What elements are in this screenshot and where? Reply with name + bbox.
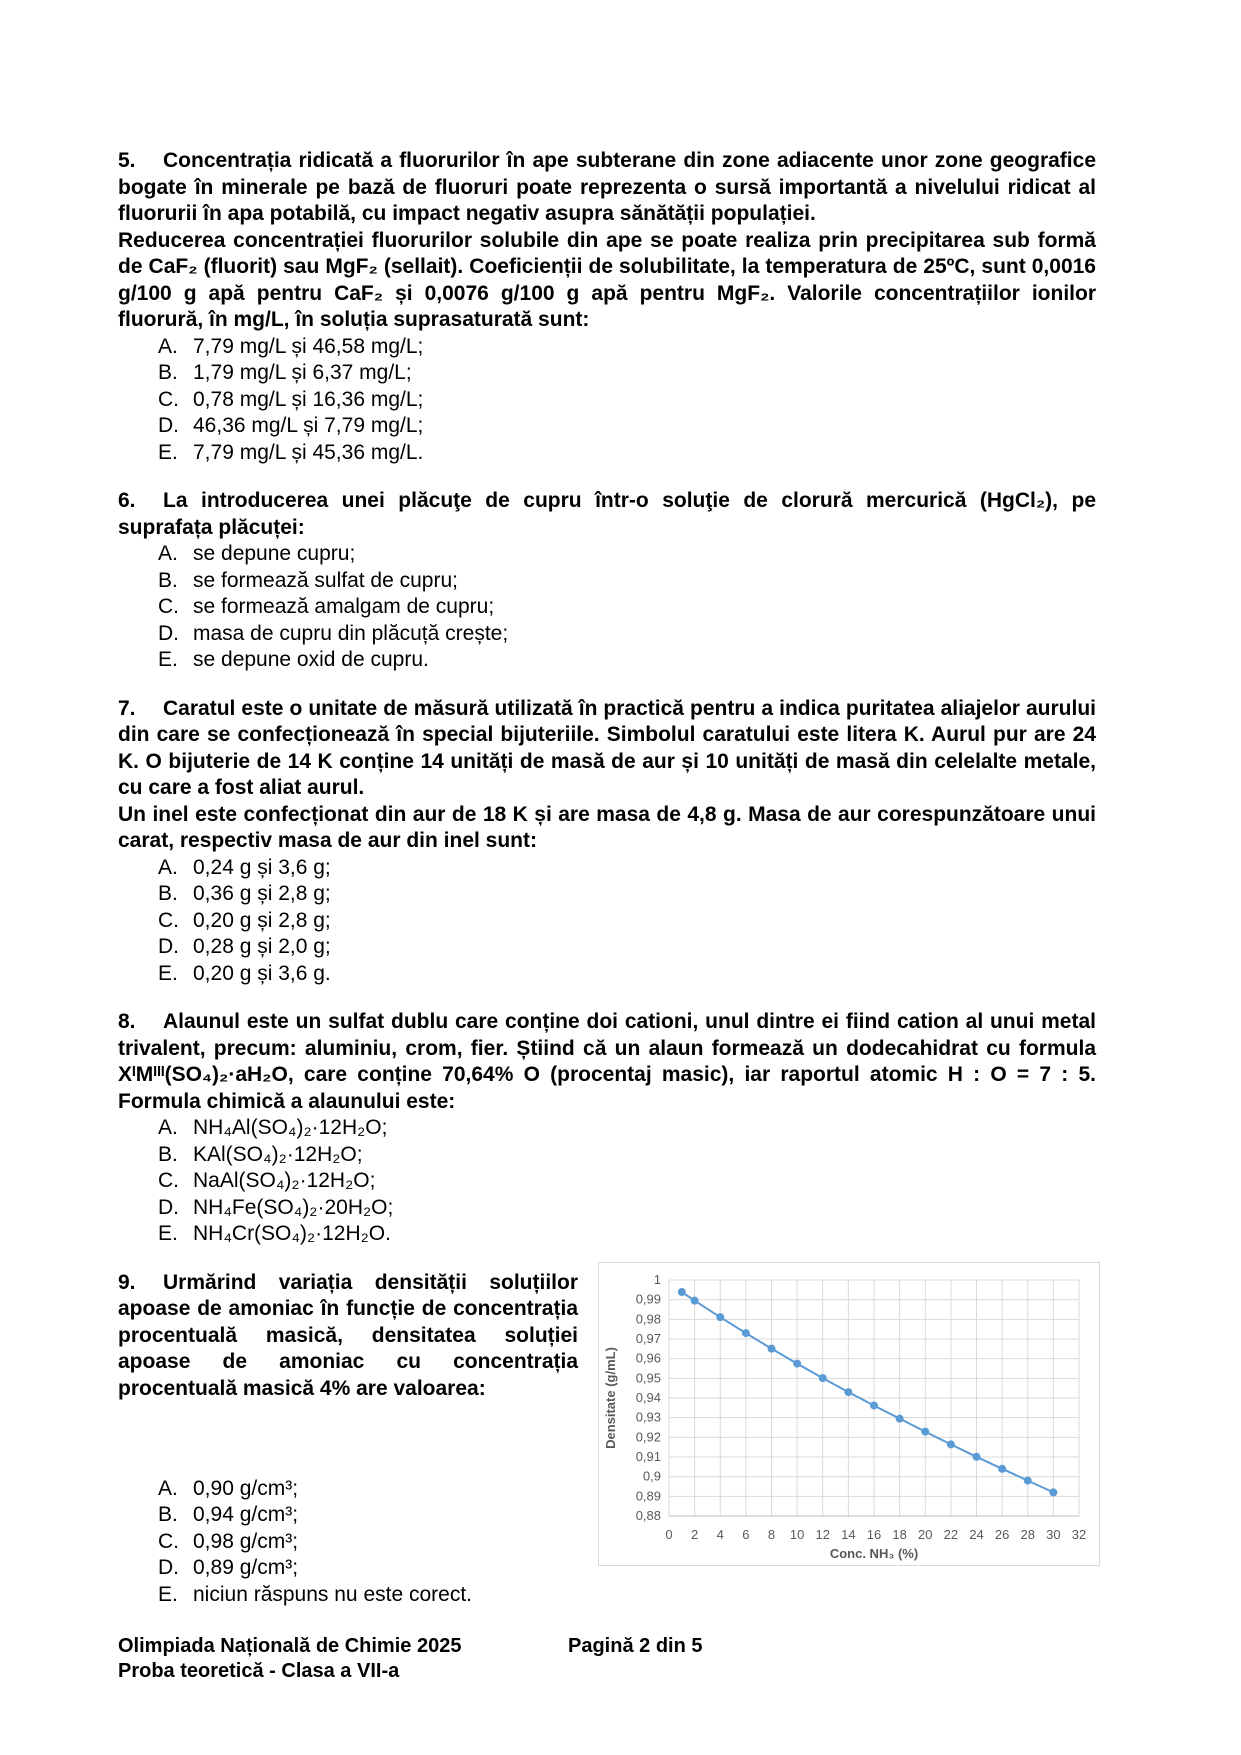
data-point	[1049, 1488, 1057, 1496]
data-point	[998, 1464, 1006, 1472]
option-b[interactable]: B. 1,79 mg/L și 6,37 mg/L;	[158, 361, 412, 384]
data-point	[691, 1296, 699, 1304]
data-point	[973, 1452, 981, 1460]
data-point	[844, 1388, 852, 1396]
option-d[interactable]: D. 0,89 g/cm³;	[158, 1556, 299, 1579]
density-series-line	[682, 1291, 1054, 1491]
y-tick-label: 0,88	[635, 1507, 661, 1523]
option-e[interactable]: E. 7,79 mg/L și 45,36 mg/L.	[158, 440, 424, 464]
answer-options	[118, 1476, 472, 1609]
option-c[interactable]: C. se formează amalgam de cupru;	[158, 595, 495, 618]
question-number: 6.	[118, 489, 136, 512]
y-tick-label: 0,98	[635, 1310, 661, 1326]
data-point	[1024, 1476, 1032, 1484]
x-tick-label: 4	[716, 1526, 724, 1542]
option-a[interactable]: A. 0,90 g/cm³;	[158, 1476, 299, 1500]
data-point	[793, 1359, 801, 1367]
line-chart-svg	[599, 1263, 1099, 1565]
option-b[interactable]: B. KAl(SO₄)₂·12H₂O;	[158, 1142, 363, 1166]
option-d[interactable]: D. NH₄Fe(SO₄)₂·20H₂O;	[158, 1195, 394, 1219]
x-tick-label: 8	[767, 1526, 776, 1542]
footer-title: Olimpiada Națională de Chimie 2025	[118, 1635, 462, 1657]
y-tick-label: 0,97	[635, 1330, 661, 1346]
footer-subtitle: Proba teoretică - Clasa a VII-a	[118, 1660, 400, 1682]
question-stem: 9. Urmărind variația densității soluțiilor apoase de amoniac în funcție de concentrația procentuală masică, densitatea soluției apoase de amoniac cu concentrația procentuală masică 4% are valoarea:	[118, 1270, 578, 1400]
y-tick-label: 0,96	[635, 1350, 661, 1366]
question-7	[118, 696, 1096, 988]
y-tick-label: 0,94	[635, 1389, 661, 1405]
x-tick-label: 30	[1046, 1526, 1061, 1542]
option-e[interactable]: E. 0,20 g și 3,6 g.	[158, 961, 331, 985]
data-point	[819, 1374, 827, 1382]
data-point	[678, 1287, 686, 1295]
y-tick-label: 1	[653, 1271, 661, 1287]
option-b[interactable]: B. 0,94 g/cm³;	[158, 1503, 299, 1526]
data-point	[716, 1313, 724, 1321]
x-tick-label: 22	[943, 1526, 959, 1542]
option-b[interactable]: B. se formează sulfat de cupru;	[158, 568, 458, 592]
option-c[interactable]: C. 0,98 g/cm³;	[158, 1529, 299, 1553]
option-a[interactable]: A. se depune cupru;	[158, 542, 356, 565]
question-stem: 8. Alaunul este un sulfat dublu care conține doi cationi, unul dintre ei fiind cation al unui metal trivalent, precum: aluminiu, crom, fier. Știind că un alaun formează un dodecahidrat cu formula XᴵMᴵᴵᴵ(SO₄)₂·aH₂O, care conține 70,64% O (procentaj masic), iar raportul atomic H : O = 7 : 5. Formula chimică a alaunului este:	[118, 1010, 1096, 1113]
option-a[interactable]: A. NH₄Al(SO₄)₂·12H₂O;	[158, 1116, 388, 1139]
question-stem: 6. La introducerea unei plăcuţe de cupru într-o soluţie de clorură mercurică (HgCl₂), pe suprafața plăcuței:	[118, 489, 1096, 539]
data-point	[921, 1427, 929, 1435]
option-c[interactable]: C. 0,78 mg/L și 16,36 mg/L;	[158, 387, 424, 411]
y-tick-label: 0,95	[635, 1369, 661, 1385]
question-8	[118, 1009, 1096, 1248]
x-tick-label: 26	[994, 1526, 1010, 1542]
question-6	[118, 488, 1096, 674]
data-point	[768, 1344, 776, 1352]
option-d[interactable]: D. 0,28 g și 2,0 g;	[158, 935, 331, 958]
x-tick-label: 28	[1020, 1526, 1035, 1542]
question-number: 7.	[118, 696, 136, 720]
y-tick-label: 0,9	[642, 1468, 661, 1484]
page-footer	[118, 1634, 702, 1684]
x-tick-label: 6	[742, 1526, 750, 1542]
question-5	[118, 148, 1096, 466]
y-tick-label: 0,93	[635, 1409, 661, 1425]
option-e[interactable]: E. se depune oxid de cupru.	[158, 648, 429, 671]
data-point	[870, 1401, 878, 1409]
question-number: 5.	[118, 149, 136, 172]
x-tick-label: 12	[815, 1526, 830, 1542]
x-tick-label: 32	[1071, 1526, 1087, 1542]
y-tick-label: 0,92	[635, 1428, 661, 1444]
answer-options	[118, 855, 1096, 988]
data-point	[947, 1440, 955, 1448]
x-tick-label: 18	[892, 1526, 907, 1542]
option-c[interactable]: C. 0,20 g și 2,8 g;	[158, 908, 331, 932]
data-point	[896, 1414, 904, 1422]
option-b[interactable]: B. 0,36 g și 2,8 g;	[158, 882, 331, 905]
answer-options	[118, 541, 1096, 674]
x-tick-label: 14	[841, 1526, 856, 1542]
option-d[interactable]: D. masa de cupru din plăcuță crește;	[158, 621, 509, 645]
option-a[interactable]: A. 7,79 mg/L și 46,58 mg/L;	[158, 334, 424, 358]
option-d[interactable]: D. 46,36 mg/L și 7,79 mg/L;	[158, 414, 424, 437]
y-axis-title: Densitate (g/mL)	[603, 1346, 618, 1449]
x-tick-label: 24	[969, 1526, 984, 1542]
x-axis-title: Conc. NH₃ (%)	[829, 1545, 919, 1561]
option-a[interactable]: A. 0,24 g și 3,6 g;	[158, 855, 331, 879]
question-stem: 7. Caratul este o unitate de măsură utilizată în practică pentru a indica puritatea aliajelor aurului din care se confecționează în special bijuteriile. Simbolul caratului este litera K. Aurul pur are 24 K. O bijuterie de 14 K conține 14 unități de masă de aur și 10 unități de masă din celelalte metale, cu care a fost aliat aurul. Un inel este confecționat din aur de 18 K și are masa de 4,8 g. Masa de aur corespunzătoare unui carat, respectiv masa de aur din inel sunt:	[118, 696, 1096, 852]
page-number: Pagină 2 din 5	[568, 1635, 703, 1657]
question-9	[118, 1270, 1096, 1615]
option-c[interactable]: C. NaAl(SO₄)₂·12H₂O;	[158, 1169, 376, 1192]
y-tick-label: 0,99	[635, 1291, 661, 1307]
x-tick-label: 20	[918, 1526, 933, 1542]
question-stem: 5. Concentrația ridicată a fluorurilor în ape subterane din zone adiacente unor zone geografice bogate în minerale pe bază de fluoruri poate reprezenta o sursă importantă a nivelului ridicat al fluorurii în apa potabilă, cu impact negativ asupra sănătății populației. Reducerea concentrației fluorurilor solubile din ape se poate realiza prin precipitarea sub formă de CaF₂ (fluorit) sau MgF₂ (sellait). Coeficienții de solubilitate, la temperatura de 25ºC, sunt 0,0016 g/100 g apă pentru CaF₂ și 0,0076 g/100 g apă pentru MgF₂. Valorile concentrațiilor ionilor fluorură, în mg/L, în soluția suprasaturată sunt:	[118, 149, 1096, 331]
y-tick-label: 0,89	[635, 1487, 661, 1503]
option-e[interactable]: E. niciun răspuns nu este corect.	[158, 1582, 472, 1606]
x-tick-label: 16	[866, 1526, 882, 1542]
answer-options	[118, 1115, 1096, 1248]
question-number: 9.	[118, 1270, 136, 1294]
y-tick-label: 0,91	[635, 1448, 661, 1464]
question-number: 8.	[118, 1010, 136, 1033]
x-tick-label: 10	[789, 1526, 805, 1542]
answer-options	[118, 334, 1096, 467]
data-point	[742, 1329, 750, 1337]
density-chart	[598, 1262, 1100, 1566]
option-e[interactable]: E. NH₄Cr(SO₄)₂·12H₂O.	[158, 1222, 391, 1245]
x-tick-label: 2	[691, 1526, 699, 1542]
exam-page	[118, 148, 1096, 1637]
x-tick-label: 0	[665, 1526, 673, 1542]
